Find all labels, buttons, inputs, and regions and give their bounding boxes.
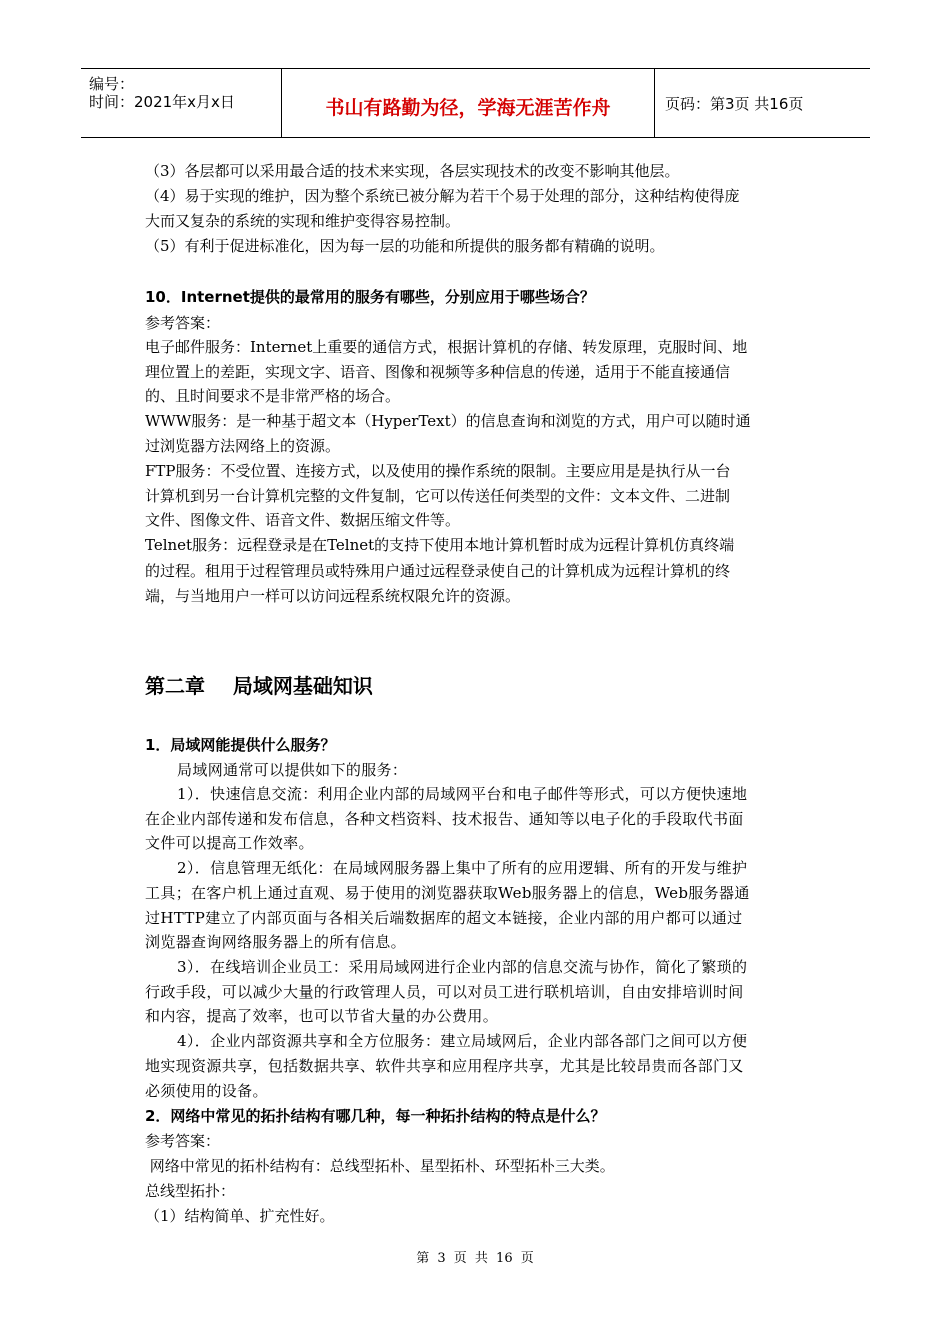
text-line: 3）．在线培训企业员工：采用局域网进行企业内部的信息交流与协作，简化了繁琐的 [177,958,748,976]
text-line: 端，与当地用户一样可以访问远程系统权限允许的资源。 [145,587,521,605]
text-line: 过浏览器方法网络上的资源。 [145,437,341,455]
text-line: 电子邮件服务：Internet上重要的通信方式，根据计算机的存储、转发原理，克服时间、地 [145,338,748,356]
header-page-info: 页码：第3页 共16页 [665,95,804,113]
page-header [81,68,870,138]
header-middle-cell [282,69,655,137]
text-line: 理位置上的差距，实现文字、语音、图像和视频等多种信息的传递，适用于不能直接通信 [145,363,731,381]
text-line: 文件可以提高工作效率。 [145,834,314,852]
time-label: 时间：2021年x月x日 [89,93,235,111]
text-line: 浏览器查询网络服务器上的所有信息。 [145,933,406,951]
text-line: Telnet服务：远程登录是在Telnet的支持下使用本地计算机暂时成为远程计算机仿真终端 [145,536,735,554]
text-line: 总线型拓扑： [145,1182,236,1200]
question-heading: 2．网络中常见的拓扑结构有哪几种，每一种拓扑结构的特点是什么？ [145,1107,606,1125]
text-line: 和内容，提高了效率，也可以节省大量的办公费用。 [145,1007,499,1025]
page-footer: 第 3 页 共 16 页 [416,1251,534,1266]
text-line: FTP服务：不受位置、连接方式，以及使用的操作系统的限制。主要应用是是执行从一台 [145,462,731,480]
question-heading: 10．Internet提供的最常用的服务有哪些，分别应用于哪些场合？ [145,288,595,306]
text-line: WWW服务：是一种基于超文本（HyperText）的信息查询和浏览的方式，用户可以随时通 [145,412,751,430]
text-line: 的过程。租用于过程管理员或特殊用户通过远程登录使自己的计算机成为远程计算机的终 [145,562,731,580]
text-line: 地实现资源共享，包括数据共享、软件共享和应用程序共享，尤其是比较昂贵而各部门又 [145,1057,744,1075]
header-motto: 书山有路勤为径，学海无涯苦作舟 [325,97,611,119]
question-heading: 1．局域网能提供什么服务？ [145,736,336,754]
header-left-cell [81,69,282,137]
text-line: 过HTTP建立了内部页面与各相关后端数据库的超文本链接，企业内部的用户都可以通过 [145,909,743,927]
header-right-cell [655,69,870,137]
answer-label: 参考答案： [145,1132,221,1150]
text-line: （5）有利于促进标准化，因为每一层的功能和所提供的服务都有精确的说明。 [145,237,665,255]
text-line: 2）．信息管理无纸化：在局域网服务器上集中了所有的应用逻辑、所有的开发与维护 [177,859,748,877]
text-line: 4）．企业内部资源共享和全方位服务：建立局域网后，企业内部各部门之间可以方便 [177,1032,748,1050]
text-line: 大而又复杂的系统的实现和维护变得容易控制。 [145,212,461,230]
text-line: 在企业内部传递和发布信息，各种文档资料、技术报告、通知等以电子化的手段取代书面 [145,810,744,828]
text-line: 工具；在客户机上通过直观、易于使用的浏览器获取Web服务器上的信息，Web服务器通 [145,884,750,902]
text-line: 必须使用的设备。 [145,1082,268,1100]
chapter-title: 第二章 局域网基础知识 [145,674,373,698]
text-line: （4）易于实现的维护，因为整个系统已被分解为若干个易于处理的部分，这种结构使得庞 [145,187,740,205]
text-line: 文件、图像文件、语音文件、数据压缩文件等。 [145,511,461,529]
text-line: 的、且时间要求不是非常严格的场合。 [145,387,401,405]
text-line: 1）．快速信息交流：利用企业内部的局域网平台和电子邮件等形式，可以方便快速地 [177,785,748,803]
text-line: 行政手段，可以减少大量的行政管理人员，可以对员工进行联机培训，自由安排培训时间 [145,983,744,1001]
text-line: （3）各层都可以采用最合适的技术来实现，各层实现技术的改变不影响其他层。 [145,162,680,180]
text-line: 局域网通常可以提供如下的服务： [177,761,408,779]
answer-label: 参考答案： [145,314,221,332]
text-line: 网络中常见的拓朴结构有：总线型拓朴、星型拓朴、环型拓朴三大类。 [145,1157,615,1175]
text-line: （1）结构简单、扩充性好。 [145,1207,335,1225]
code-label: 编号： [89,75,135,93]
text-line: 计算机到另一台计算机完整的文件复制，它可以传送任何类型的文件：文本文件、二进制 [145,487,731,505]
